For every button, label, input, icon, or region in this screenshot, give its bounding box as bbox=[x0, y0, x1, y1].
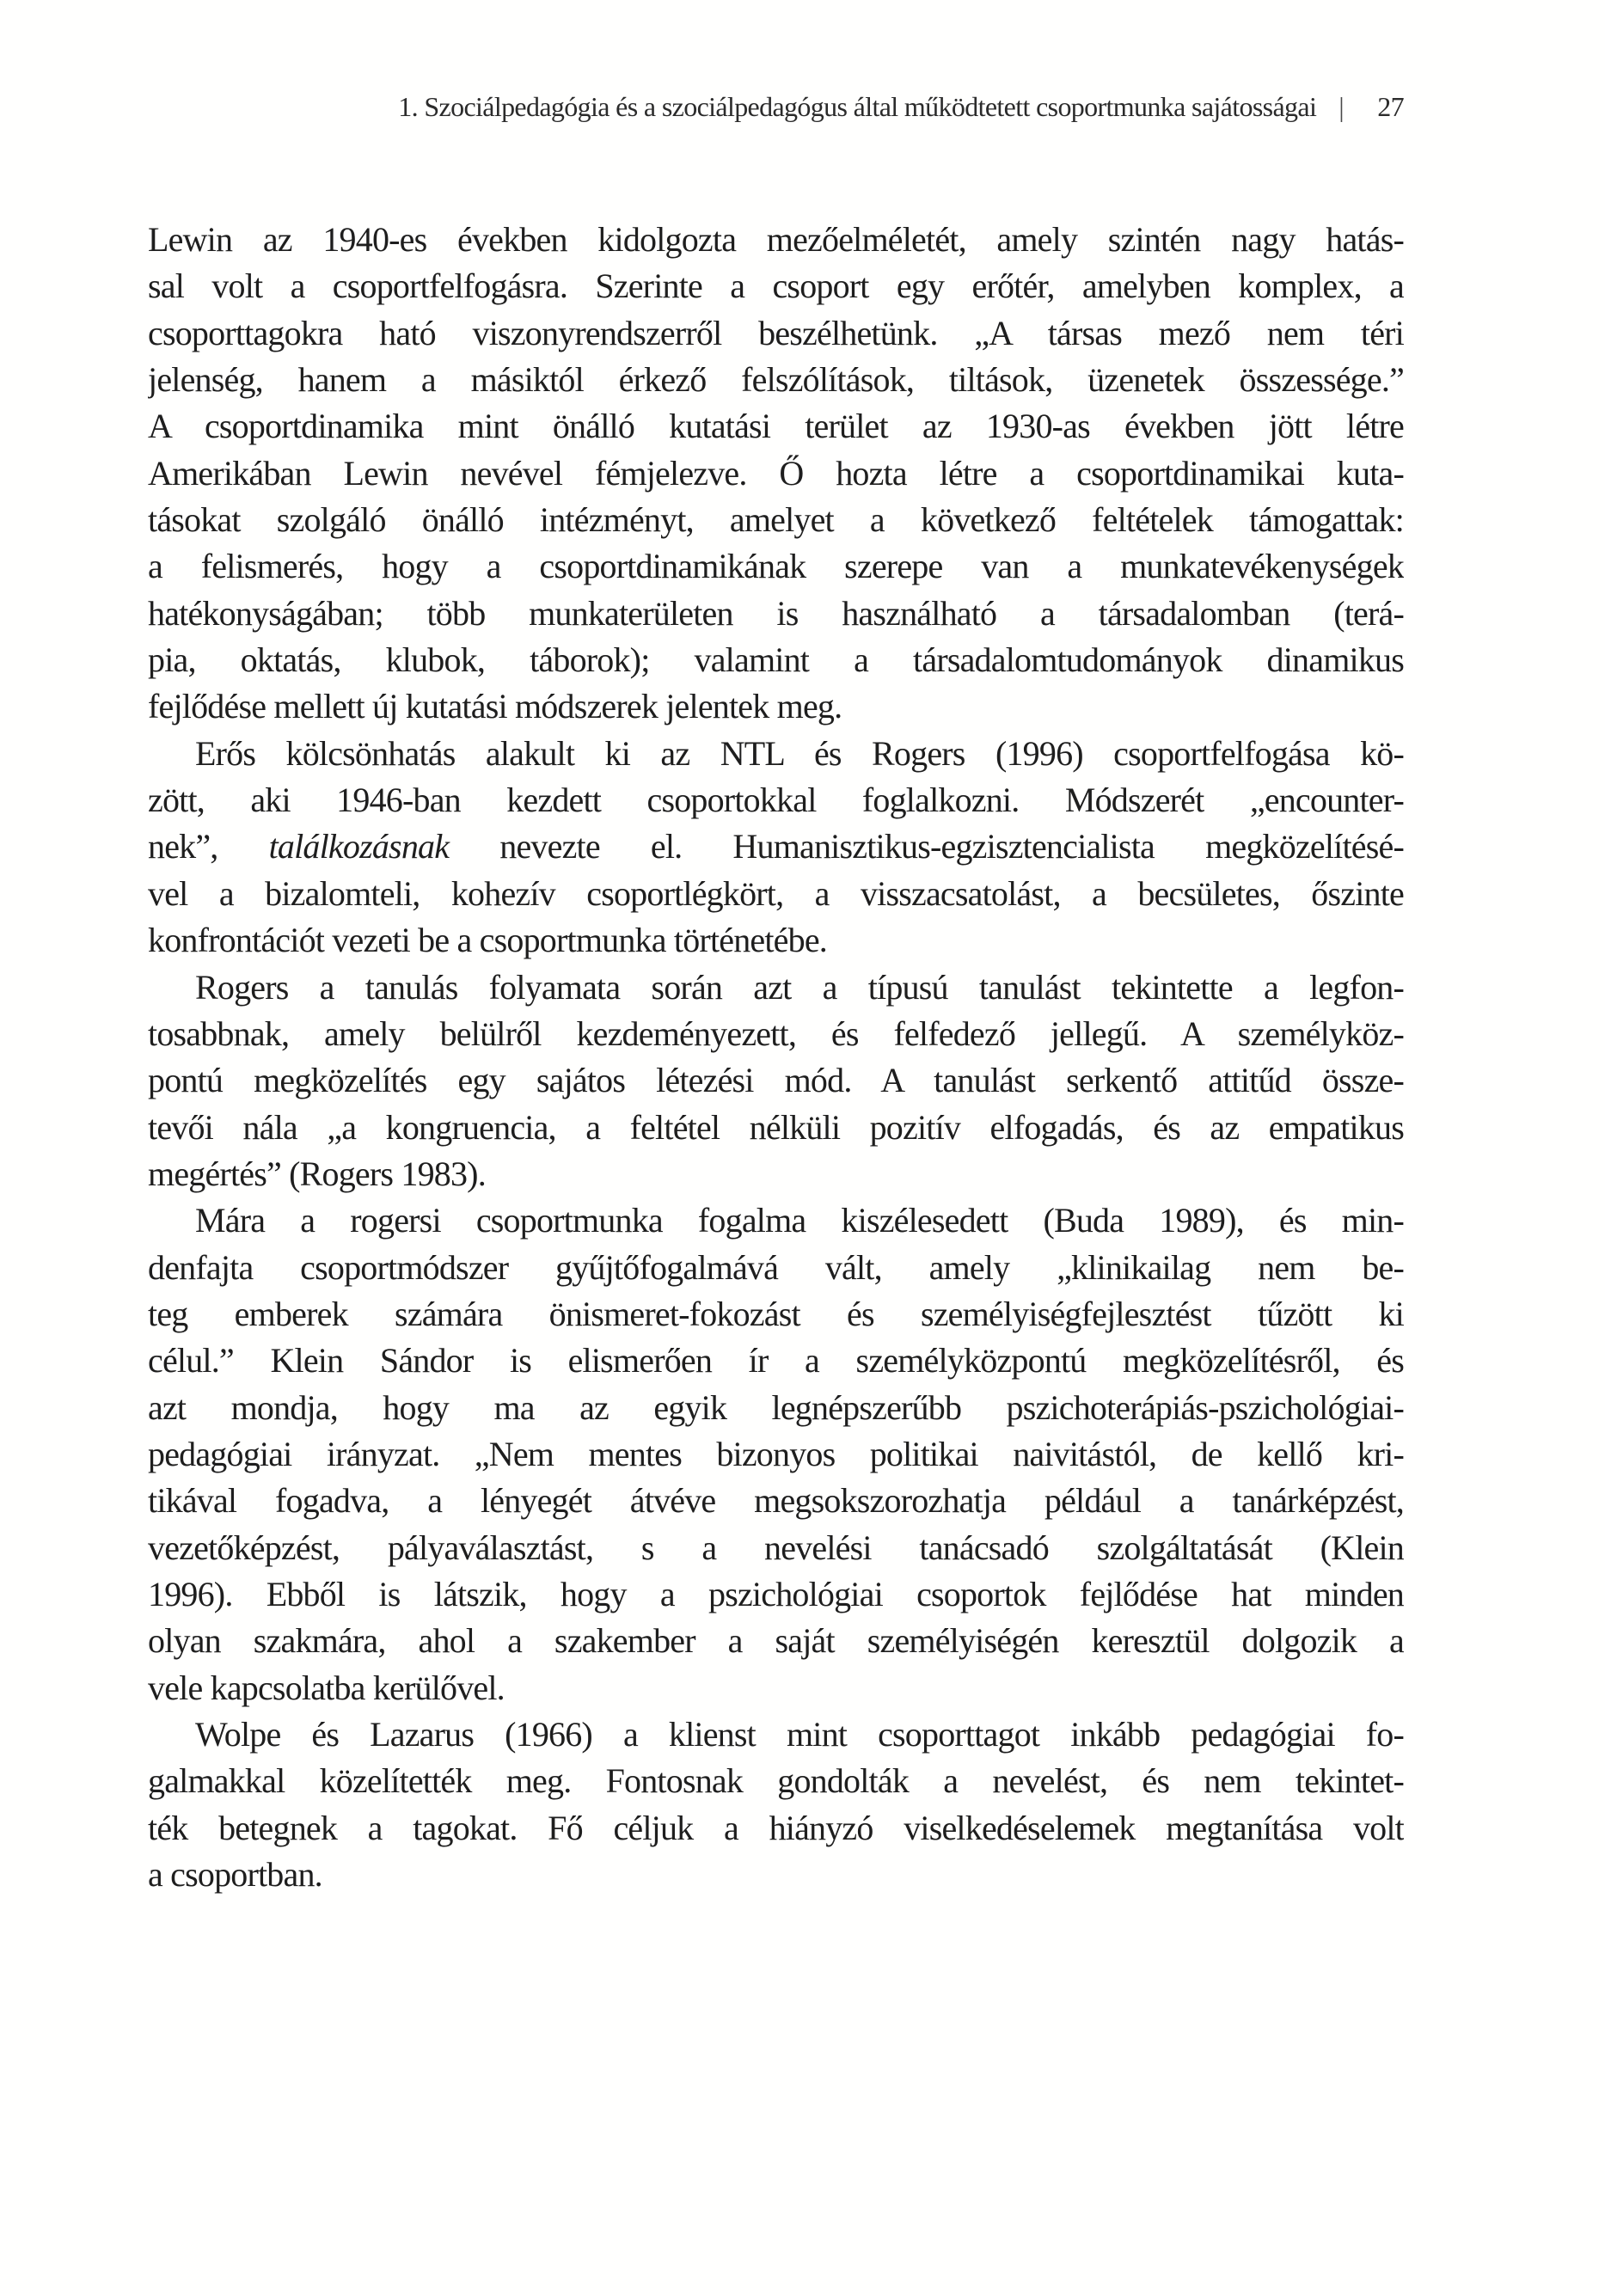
text-segment: olyan szakmára, ahol a szakember a saját személyiségén keresztül dolgozik a bbox=[148, 1621, 1404, 1661]
text-segment: a felismerés, hogy a csoportdinamikának szerepe van a munkatevékenységek bbox=[148, 547, 1404, 586]
paragraph bbox=[148, 964, 1404, 1198]
text-segment: ték betegnek a tagokat. Fő céljuk a hiányzó viselkedéselemek megtanítása volt bbox=[148, 1808, 1404, 1847]
paragraph bbox=[148, 1197, 1404, 1711]
text-line bbox=[148, 917, 1404, 964]
text-segment: galmakkal közelítették meg. Fontosnak gondolták a nevelést, és nem tekintet- bbox=[148, 1761, 1404, 1801]
text-line bbox=[148, 497, 1404, 543]
text-line bbox=[148, 1665, 1404, 1711]
text-segment: sal volt a csoportfelfogásra. Szerinte a csoport egy erőtér, amelyben komplex, a bbox=[148, 266, 1404, 306]
header-separator: | bbox=[1339, 91, 1344, 122]
text-segment: nek”, bbox=[148, 827, 269, 866]
text-line bbox=[148, 357, 1404, 403]
text-segment: a csoportban. bbox=[148, 1855, 322, 1895]
header-title: 1. Szociálpedagógia és a szociálpedagógus által működtetett csoportmunka sajátosságai bbox=[398, 91, 1317, 122]
text-segment: pontú megközelítés egy sajátos létezési mód. A tanulást serkentő attitűd össze- bbox=[148, 1061, 1404, 1100]
text-segment: vele kapcsolatba kerülővel. bbox=[148, 1668, 505, 1707]
running-header bbox=[148, 91, 1404, 123]
text-line bbox=[148, 777, 1404, 823]
text-segment: denfajta csoportmódszer gyűjtőfogalmává vált, amely „klinikailag nem be- bbox=[148, 1247, 1404, 1287]
text-segment: azt mondja, hogy ma az egyik legnépszerűbb pszichoterápiás-pszichológiai- bbox=[148, 1387, 1404, 1427]
text-segment: vezetőképzést, pályaválasztást, s a nevelési tanácsadó szolgáltatását (Klein bbox=[148, 1528, 1404, 1567]
text-segment: tosabbnak, amely belülről kezdeményezett, és felfedező jellegű. A személyköz- bbox=[148, 1013, 1404, 1053]
text-segment: pia, oktatás, klubok, táborok); valamint a társadalomtudományok dinamikus bbox=[148, 640, 1404, 680]
text-line bbox=[148, 823, 1404, 870]
paragraph bbox=[148, 217, 1404, 731]
text-line bbox=[148, 1338, 1404, 1384]
text-segment: pedagógiai irányzat. „Nem mentes bizonyos politikai naivitástól, de kellő kri- bbox=[148, 1434, 1404, 1473]
text-segment: Lewin az 1940-es években kidolgozta mezőelméletét, amely szintén nagy hatás- bbox=[148, 220, 1404, 259]
text-line bbox=[148, 1385, 1404, 1431]
text-line bbox=[148, 217, 1404, 263]
body-text bbox=[148, 217, 1404, 1898]
text-line bbox=[148, 403, 1404, 450]
paragraph bbox=[148, 1711, 1404, 1898]
text-line bbox=[148, 1852, 1404, 1898]
text-segment: tikával fogadva, a lényegét átvéve megsokszorozhatja például a tanárképzést, bbox=[148, 1481, 1404, 1521]
text-segment: Amerikában Lewin nevével fémjelezve. Ő hozta létre a csoportdinamikai kuta- bbox=[148, 453, 1404, 493]
text-line bbox=[148, 637, 1404, 683]
text-line bbox=[148, 1245, 1404, 1291]
text-line bbox=[148, 543, 1404, 590]
text-segment: tevői nála „a kongruencia, a feltétel nélküli pozitív elfogadás, és az empatikus bbox=[148, 1107, 1404, 1147]
text-line bbox=[148, 1151, 1404, 1197]
text-line bbox=[148, 1758, 1404, 1804]
text-segment: A csoportdinamika mint önálló kutatási terület az 1930-as években jött létre bbox=[148, 407, 1404, 446]
text-line bbox=[148, 1805, 1404, 1852]
text-segment: teg emberek számára önismeret-fokozást és személyiségfejlesztést tűzött ki bbox=[148, 1294, 1404, 1333]
text-line bbox=[148, 1618, 1404, 1664]
text-segment: Erős kölcsönhatás alakult ki az NTL és Rogers (1996) csoportfelfogása kö- bbox=[195, 733, 1404, 773]
text-segment: fejlődése mellett új kutatási módszerek jelentek meg. bbox=[148, 687, 842, 726]
text-segment: jelenség, hanem a másiktól érkező felszólítások, tiltások, üzenetek összessége.” bbox=[148, 360, 1404, 400]
text-line bbox=[148, 263, 1404, 309]
text-line bbox=[148, 1011, 1404, 1057]
text-segment: Wolpe és Lazarus (1966) a klienst mint csoporttagot inkább pedagógiai fo- bbox=[195, 1715, 1404, 1754]
text-segment: konfrontációt vezeti be a csoportmunka történetébe. bbox=[148, 921, 827, 960]
text-segment: csoporttagokra ható viszonyrendszerről beszélhetünk. „A társas mező nem téri bbox=[148, 313, 1404, 352]
text-line bbox=[148, 1197, 1404, 1244]
text-line bbox=[148, 1478, 1404, 1524]
text-line bbox=[148, 1525, 1404, 1571]
text-segment: nevezte el. Humanisztikus-egzisztencialista megközelítésé- bbox=[449, 827, 1404, 866]
italic-text: találkozásnak bbox=[268, 827, 450, 866]
text-segment: 1996). Ebből is látszik, hogy a pszichológiai csoportok fejlődése hat minden bbox=[148, 1574, 1404, 1613]
text-segment: Rogers a tanulás folyamata során azt a típusú tanulást tekintette a legfon- bbox=[195, 967, 1404, 1007]
text-line bbox=[148, 1571, 1404, 1618]
text-segment: hatékonyságában; több munkaterületen is használható a társadalomban (terá- bbox=[148, 593, 1404, 633]
text-line bbox=[148, 1291, 1404, 1338]
text-segment: tásokat szolgáló önálló intézményt, amelyet a következő feltételek támogattak: bbox=[148, 500, 1404, 540]
text-segment: célul.” Klein Sándor is elismerően ír a személyközpontú megközelítésről, és bbox=[148, 1341, 1404, 1381]
text-segment: megértés” (Rogers 1983). bbox=[148, 1154, 486, 1193]
text-line bbox=[148, 871, 1404, 917]
text-line bbox=[148, 683, 1404, 730]
text-line bbox=[148, 1105, 1404, 1151]
text-line bbox=[148, 450, 1404, 497]
text-line bbox=[148, 1711, 1404, 1758]
text-line bbox=[148, 1057, 1404, 1104]
page-number: 27 bbox=[1377, 91, 1404, 122]
text-line bbox=[148, 1431, 1404, 1478]
text-segment: Mára a rogersi csoportmunka fogalma kiszélesedett (Buda 1989), és min- bbox=[195, 1201, 1404, 1240]
text-line bbox=[148, 731, 1404, 777]
text-line bbox=[148, 964, 1404, 1011]
text-line bbox=[148, 310, 1404, 357]
text-segment: vel a bizalomteli, kohezív csoportlégkört, a visszacsatolást, a becsületes, őszinte bbox=[148, 873, 1404, 913]
text-line bbox=[148, 591, 1404, 637]
text-segment: zött, aki 1946-ban kezdett csoportokkal foglalkozni. Módszerét „encounter- bbox=[148, 781, 1404, 820]
paragraph bbox=[148, 731, 1404, 964]
